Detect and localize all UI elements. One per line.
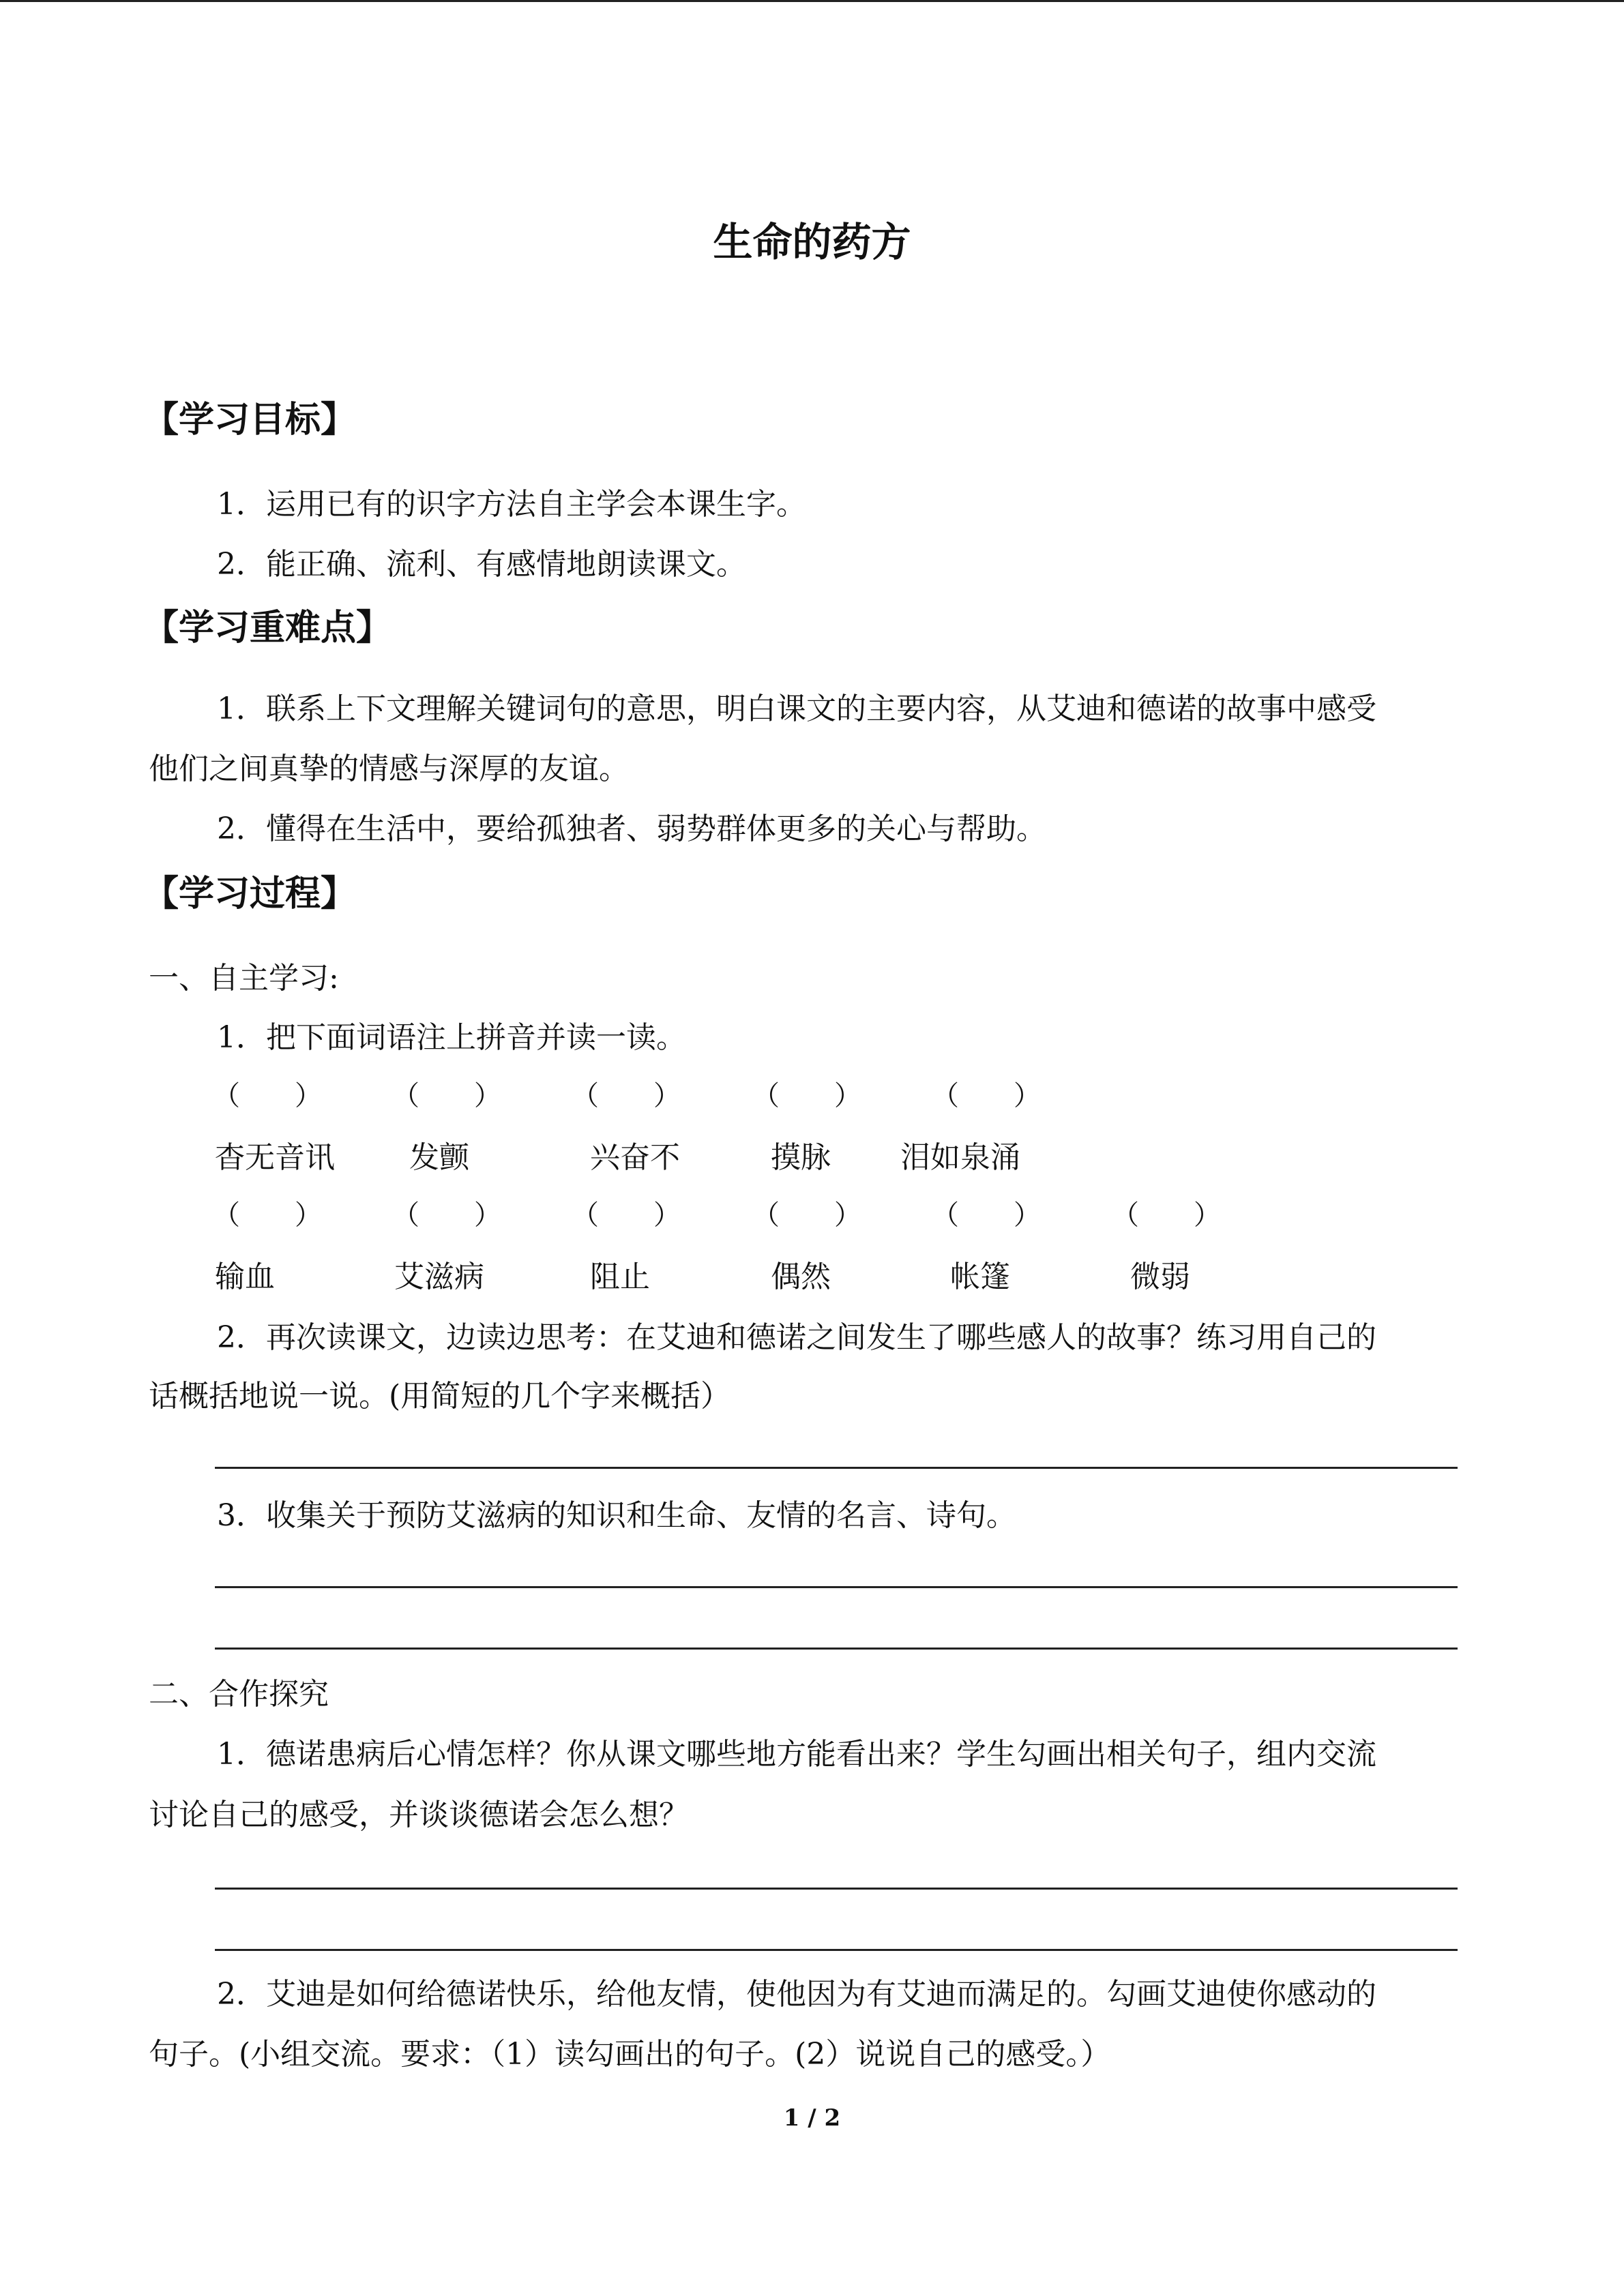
part-heading-cooperative-inquiry: 二、合作探究	[149, 1677, 329, 1712]
key-point-item: 1．联系上下文理解关键词句的意思，明白课文的主要内容，从艾迪和德诺的故事中感受	[217, 691, 1376, 726]
pinyin-blank[interactable]: （ ）	[752, 1199, 861, 1231]
goal-item: 2．能正确、流利、有感情地朗读课文。	[217, 547, 746, 582]
question-item-continued: 话概括地说一说。(用简短的几个字来概括）	[149, 1379, 731, 1414]
page-title: 生命的药方	[713, 219, 911, 265]
answer-line[interactable]	[215, 1467, 1458, 1469]
answer-line[interactable]	[215, 1648, 1458, 1650]
vocab-word: 发颤	[409, 1140, 469, 1175]
answer-line[interactable]	[215, 1888, 1458, 1890]
pinyin-blank[interactable]: （ ）	[213, 1199, 322, 1231]
vocab-word: 杳无音讯	[215, 1140, 335, 1175]
question-item: 3．收集关于预防艾滋病的知识和生命、友情的名言、诗句。	[217, 1498, 1016, 1533]
question-item-continued: 讨论自己的感受，并谈谈德诺会怎么想？	[149, 1798, 689, 1832]
question-item: 2．艾迪是如何给德诺快乐，给他友情，使他因为有艾迪而满足的。勾画艾迪使你感动的	[217, 1977, 1376, 2012]
page-number: 1 / 2	[783, 2104, 841, 2132]
vocab-word: 输血	[215, 1259, 275, 1294]
part-heading-self-study: 一、自主学习:	[149, 961, 339, 996]
pinyin-blank[interactable]: （ ）	[932, 1199, 1041, 1231]
key-point-item-continued: 他们之间真挚的情感与深厚的友谊。	[149, 751, 629, 786]
section-heading-key-points: 【学习重难点】	[143, 608, 392, 648]
goal-item: 1．运用已有的识字方法自主学会本课生字。	[217, 487, 806, 522]
pinyin-blank[interactable]: （ ）	[392, 1199, 501, 1231]
pinyin-blank[interactable]: （ ）	[572, 1080, 681, 1112]
vocab-word: 阻止	[590, 1259, 650, 1294]
question-item: 1．把下面词语注上拼音并读一读。	[217, 1020, 686, 1055]
question-item-continued: 句子。(小组交流。要求：（1）读勾画出的句子。(2）说说自己的感受。）	[149, 2037, 1111, 2072]
vocab-word: 帐篷	[950, 1259, 1010, 1294]
vocab-word: 摸脉	[771, 1140, 831, 1175]
vocab-word: 泪如泉涌	[900, 1140, 1020, 1175]
section-heading-goals: 【学习目标】	[143, 400, 357, 441]
pinyin-blank[interactable]: （ ）	[572, 1199, 681, 1231]
vocab-word: 偶然	[771, 1259, 831, 1294]
vocab-word: 兴奋不	[590, 1140, 680, 1175]
key-point-item: 2．懂得在生活中，要给孤独者、弱势群体更多的关心与帮助。	[217, 811, 1046, 846]
pinyin-blank[interactable]: （ ）	[392, 1080, 501, 1112]
question-item: 1．德诺患病后心情怎样？你从课文哪些地方能看出来？学生勾画出相关句子，组内交流	[217, 1737, 1376, 1772]
vocab-word: 微弱	[1130, 1259, 1190, 1294]
answer-line[interactable]	[215, 1586, 1458, 1588]
vocab-word: 艾滋病	[394, 1259, 484, 1294]
answer-line[interactable]	[215, 1949, 1458, 1951]
pinyin-blank[interactable]: （ ）	[752, 1080, 861, 1112]
question-item: 2．再次读课文，边读边思考：在艾迪和德诺之间发生了哪些感人的故事？练习用自己的	[217, 1320, 1376, 1355]
pinyin-blank[interactable]: （ ）	[932, 1080, 1041, 1112]
pinyin-blank[interactable]: （ ）	[213, 1080, 322, 1112]
pinyin-blank[interactable]: （ ）	[1112, 1199, 1221, 1231]
section-heading-process: 【学习过程】	[143, 874, 357, 914]
